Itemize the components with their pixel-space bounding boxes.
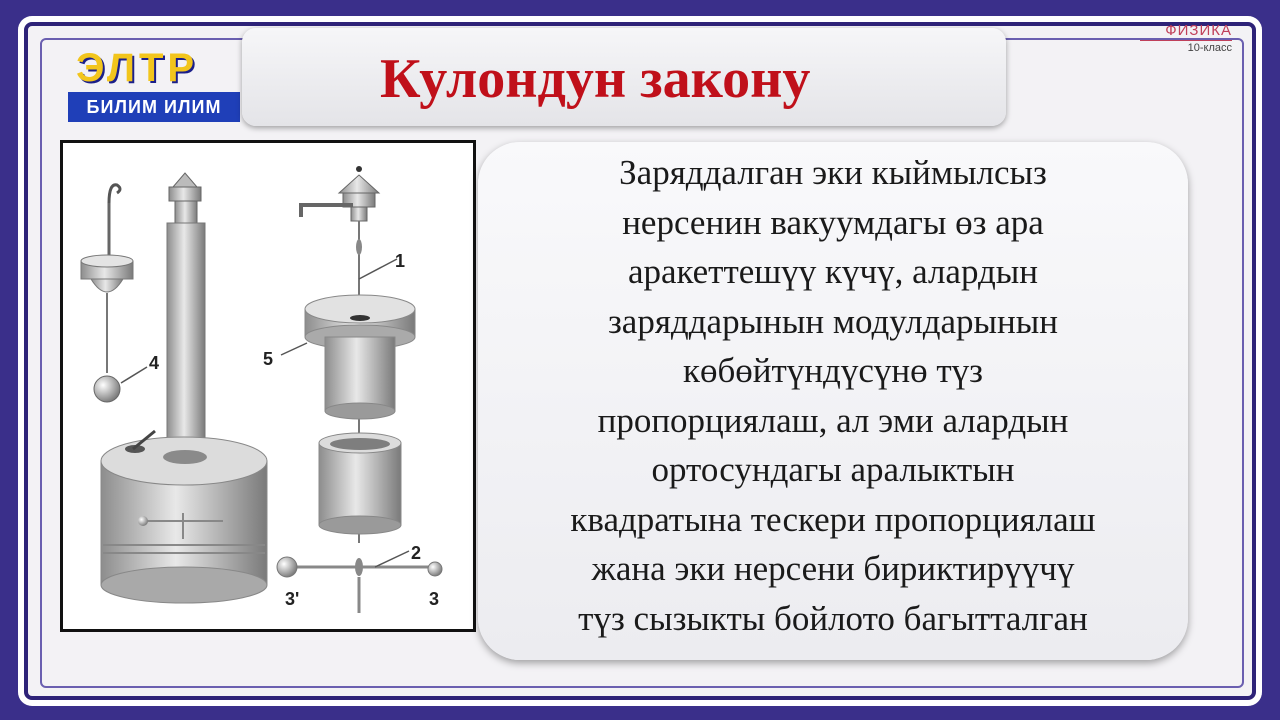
- definition-line: пропорциялаш, ал эми алардын: [597, 400, 1069, 440]
- balance-column: [167, 173, 205, 461]
- eltr-logo: [68, 46, 240, 124]
- definition-line: Заряддалган эки кыймылсыз: [619, 153, 1047, 192]
- label-4: 4: [149, 353, 160, 373]
- logo-brand: ЭЛТР: [76, 46, 199, 90]
- label-3-prime: 3': [285, 589, 300, 609]
- definition-line: заряддарынын модулдарынын: [607, 301, 1059, 341]
- label-5: 5: [263, 349, 274, 369]
- badge-grade: 10-класс: [1187, 42, 1232, 54]
- subject-badge: [1140, 22, 1232, 62]
- coulomb-balance-figure: [60, 140, 476, 632]
- label-1: 1: [395, 251, 406, 271]
- lower-cylinder: [319, 433, 401, 534]
- definition-line: квадратына тескери пропорциялаш: [570, 499, 1096, 539]
- slide-title: Кулондун закону: [380, 48, 811, 110]
- definition-line: жана эки нерсени бириктирүүчү: [591, 549, 1075, 588]
- definition-line: ортосундагы аралыктын: [651, 450, 1015, 489]
- coulomb-law-definition: [500, 148, 1166, 643]
- logo-tagline: БИЛИМ ИЛИМ: [68, 92, 240, 122]
- part-4-pendulum: [81, 185, 147, 402]
- definition-line: аракеттешүү күчү, алардын: [627, 252, 1039, 291]
- torsion-balance-illustration: [63, 143, 473, 629]
- definition-line: нерсенин вакуумдагы өз ара: [622, 202, 1044, 242]
- part-5-cylinder: [281, 295, 415, 419]
- badge-subject: ФИЗИКА: [1140, 22, 1232, 41]
- glass-cylinder: [101, 431, 267, 603]
- label-3: 3: [429, 589, 440, 609]
- label-2: 2: [411, 543, 422, 563]
- definition-line: түз сызыкты бойлото багытталган: [578, 598, 1088, 638]
- definition-line: көбөйтүндүсүнө түз: [682, 351, 983, 390]
